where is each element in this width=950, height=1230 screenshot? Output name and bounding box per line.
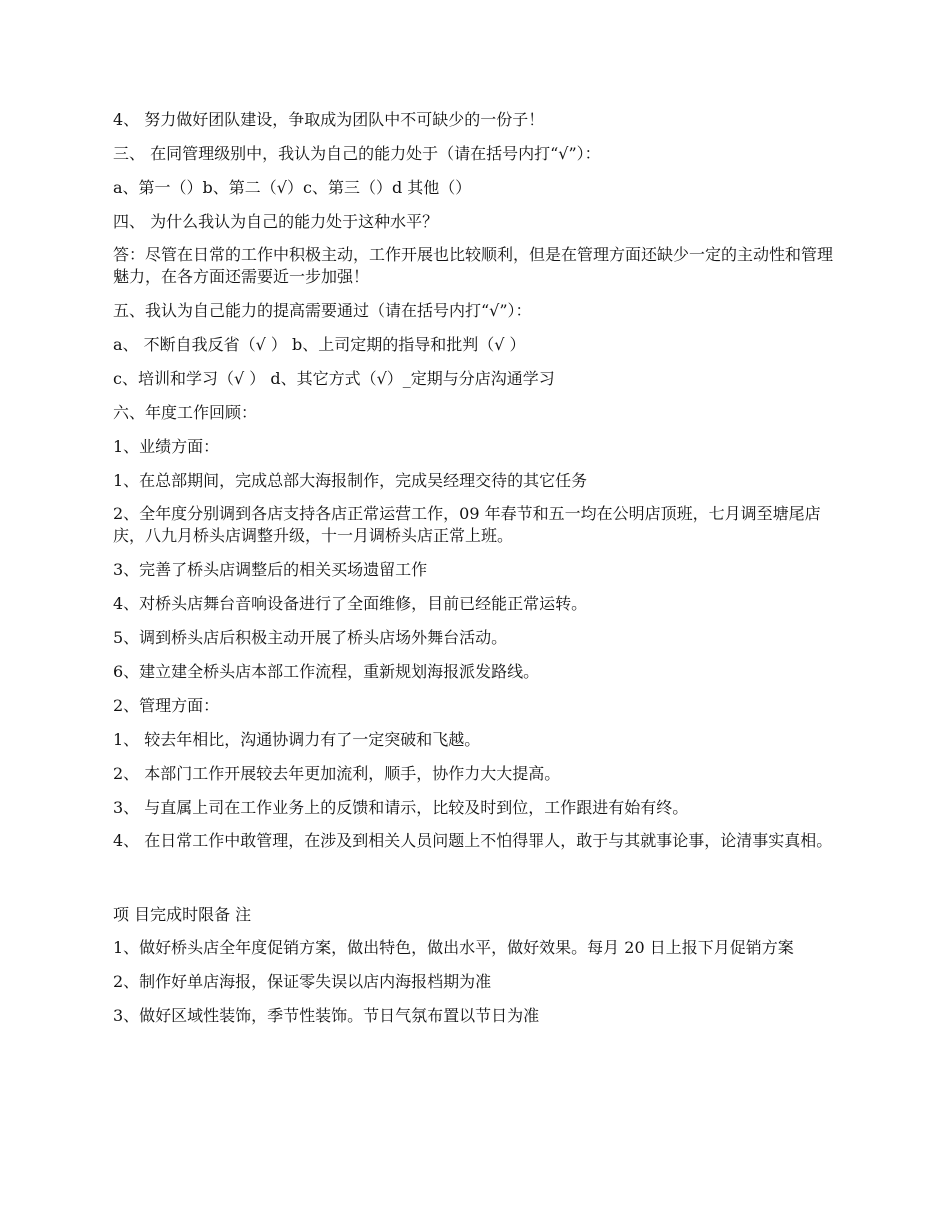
paragraph: c、培训和学习（√ ） d、其它方式（√）_定期与分店沟通学习 bbox=[113, 369, 555, 388]
paragraph: 答：尽管在日常的工作中积极主动，工作开展也比较顺利，但是在管理方面还缺少一定的主动性和管理魅力，在各方面还需要近一步加强！ bbox=[113, 245, 834, 286]
paragraph: 1、 较去年相比，沟通协调力有了一定突破和飞越。 bbox=[113, 730, 481, 749]
paragraph: a、 不断自我反省（√ ） b、上司定期的指导和批判（√ ） bbox=[113, 335, 526, 354]
paragraph: 3、 与直属上司在工作业务上的反馈和请示，比较及时到位，工作跟进有始有终。 bbox=[113, 798, 689, 817]
paragraph: 4、对桥头店舞台音响设备进行了全面维修，目前已经能正常运转。 bbox=[113, 594, 588, 613]
paragraph: 4、 在日常工作中敢管理，在涉及到相关人员问题上不怕得罪人，敢于与其就事论事，论清事实真相。 bbox=[113, 831, 833, 850]
paragraph: 1、在总部期间，完成总部大海报制作，完成吴经理交待的其它任务 bbox=[113, 471, 588, 490]
paragraph: 2、全年度分别调到各店支持各店正常运营工作，09 年春节和五一均在公明店顶班，七月调至塘尾店庆，八九月桥头店调整升级，十一月调桥头店正常上班。 bbox=[113, 504, 821, 545]
document-page bbox=[113, 108, 840, 1038]
paragraph: 5、调到桥头店后积极主动开展了桥头店场外舞台活动。 bbox=[113, 628, 508, 647]
paragraph: 三、 在同管理级别中，我认为自己的能力处于（请在括号内打“√”）： bbox=[113, 144, 601, 163]
paragraph: 4、 努力做好团队建设，争取成为团队中不可缺少的一份子！ bbox=[113, 110, 545, 129]
paragraph: 3、做好区域性装饰，季节性装饰。节日气氛布置以节日为准 bbox=[113, 1006, 540, 1025]
paragraph: 1、做好桥头店全年度促销方案，做出特色，做出水平，做好效果。每月 20 日上报下月促销方案 bbox=[113, 938, 794, 957]
paragraph: 四、 为什么我认为自己的能力处于这种水平？ bbox=[113, 212, 439, 231]
section-gap bbox=[113, 863, 840, 903]
table-header-line: 项 目完成时限备 注 bbox=[113, 905, 252, 924]
paragraph: 3、完善了桥头店调整后的相关买场遗留工作 bbox=[113, 560, 428, 579]
paragraph: 五、我认为自己能力的提高需要通过（请在括号内打“√”）： bbox=[113, 301, 532, 320]
paragraph: 6、建立建全桥头店本部工作流程，重新规划海报派发路线。 bbox=[113, 662, 540, 681]
paragraph: 2、 本部门工作开展较去年更加流利，顺手，协作力大大提高。 bbox=[113, 764, 561, 783]
paragraph: a、第一（）b、第二（√）c、第三（）d 其他（） bbox=[113, 178, 472, 197]
section-heading: 六、年度工作回顾： bbox=[113, 403, 258, 422]
paragraph: 2、制作好单店海报，保证零失误以店内海报档期为准 bbox=[113, 972, 492, 991]
subsection-heading: 1、业绩方面： bbox=[113, 437, 220, 456]
subsection-heading: 2、管理方面： bbox=[113, 696, 220, 715]
